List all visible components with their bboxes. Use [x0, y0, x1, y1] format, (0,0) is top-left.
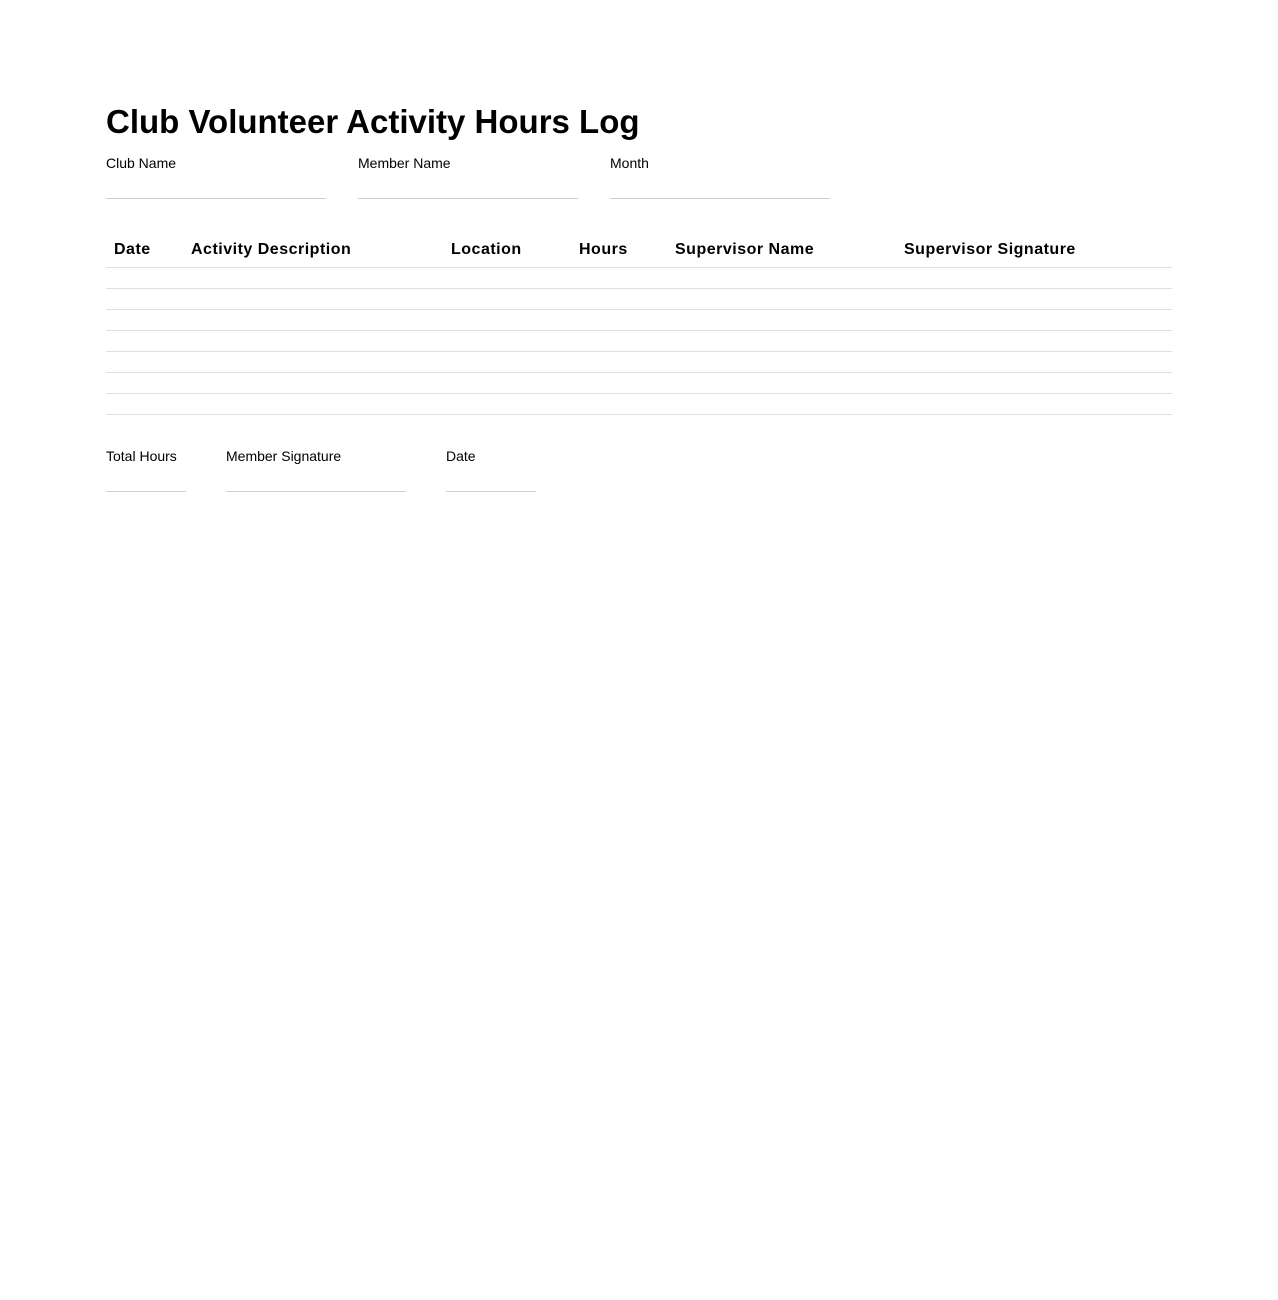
- table-cell[interactable]: [667, 373, 896, 393]
- table-row: [106, 331, 1172, 352]
- table-row: [106, 373, 1172, 394]
- table-cell[interactable]: [183, 394, 443, 414]
- total-hours-label: Total Hours: [106, 448, 177, 464]
- table-cell[interactable]: [667, 289, 896, 309]
- month-label: Month: [610, 155, 649, 171]
- table-cell[interactable]: [183, 373, 443, 393]
- table-cell[interactable]: [667, 331, 896, 351]
- member-name-label: Member Name: [358, 155, 451, 171]
- table-cell[interactable]: [106, 331, 183, 351]
- month-field[interactable]: [610, 155, 830, 199]
- table-cell[interactable]: [896, 331, 1172, 351]
- table-cell[interactable]: [106, 268, 183, 288]
- table-cell[interactable]: [896, 310, 1172, 330]
- table-cell[interactable]: [443, 331, 571, 351]
- table-cell[interactable]: [183, 331, 443, 351]
- table-cell[interactable]: [106, 394, 183, 414]
- table-cell[interactable]: [896, 352, 1172, 372]
- column-header-activity-description: Activity Description: [191, 240, 352, 258]
- table-cell[interactable]: [571, 352, 667, 372]
- table-row: [106, 352, 1172, 373]
- table-row: [106, 310, 1172, 331]
- activity-log-table: [106, 232, 1172, 415]
- table-cell[interactable]: [896, 289, 1172, 309]
- member-signature-field[interactable]: [226, 448, 406, 492]
- column-header-hours: Hours: [579, 240, 628, 258]
- table-cell[interactable]: [443, 373, 571, 393]
- table-cell[interactable]: [443, 352, 571, 372]
- table-cell[interactable]: [183, 352, 443, 372]
- column-header-date: Date: [114, 240, 151, 258]
- club-name-field[interactable]: [106, 155, 326, 199]
- table-cell[interactable]: [896, 373, 1172, 393]
- table-cell[interactable]: [443, 289, 571, 309]
- table-cell[interactable]: [667, 352, 896, 372]
- member-signature-input-line[interactable]: [226, 464, 406, 492]
- page-title: Club Volunteer Activity Hours Log: [106, 103, 640, 140]
- table-cell[interactable]: [571, 373, 667, 393]
- table-cell[interactable]: [443, 268, 571, 288]
- table-cell[interactable]: [183, 289, 443, 309]
- table-cell[interactable]: [896, 268, 1172, 288]
- signature-date-field[interactable]: [446, 448, 536, 492]
- table-cell[interactable]: [106, 352, 183, 372]
- table-cell[interactable]: [443, 310, 571, 330]
- column-header-location: Location: [451, 240, 522, 258]
- table-cell[interactable]: [106, 289, 183, 309]
- table-cell[interactable]: [183, 268, 443, 288]
- table-row: [106, 268, 1172, 289]
- total-hours-field[interactable]: [106, 448, 186, 492]
- table-cell[interactable]: [106, 373, 183, 393]
- signature-date-input-line[interactable]: [446, 464, 536, 492]
- member-name-input-line[interactable]: [358, 171, 578, 199]
- table-cell[interactable]: [571, 331, 667, 351]
- member-name-field[interactable]: [358, 155, 578, 199]
- table-cell[interactable]: [896, 394, 1172, 414]
- table-cell[interactable]: [571, 310, 667, 330]
- table-cell[interactable]: [667, 394, 896, 414]
- table-cell[interactable]: [443, 394, 571, 414]
- column-header-supervisor-signature: Supervisor Signature: [904, 240, 1076, 258]
- month-input-line[interactable]: [610, 171, 830, 199]
- table-cell[interactable]: [106, 310, 183, 330]
- table-header-row: [106, 232, 1172, 268]
- table-cell[interactable]: [571, 289, 667, 309]
- table-cell[interactable]: [571, 268, 667, 288]
- club-name-label: Club Name: [106, 155, 177, 171]
- table-cell[interactable]: [571, 394, 667, 414]
- table-cell[interactable]: [667, 268, 896, 288]
- column-header-supervisor-name: Supervisor Name: [675, 240, 815, 258]
- table-cell[interactable]: [667, 310, 896, 330]
- table-row: [106, 394, 1172, 415]
- club-name-input-line[interactable]: [106, 171, 326, 199]
- total-hours-input-line[interactable]: [106, 464, 186, 492]
- table-row: [106, 289, 1172, 310]
- member-signature-label: Member Signature: [226, 448, 342, 464]
- signature-date-label: Date: [446, 448, 476, 464]
- table-cell[interactable]: [183, 310, 443, 330]
